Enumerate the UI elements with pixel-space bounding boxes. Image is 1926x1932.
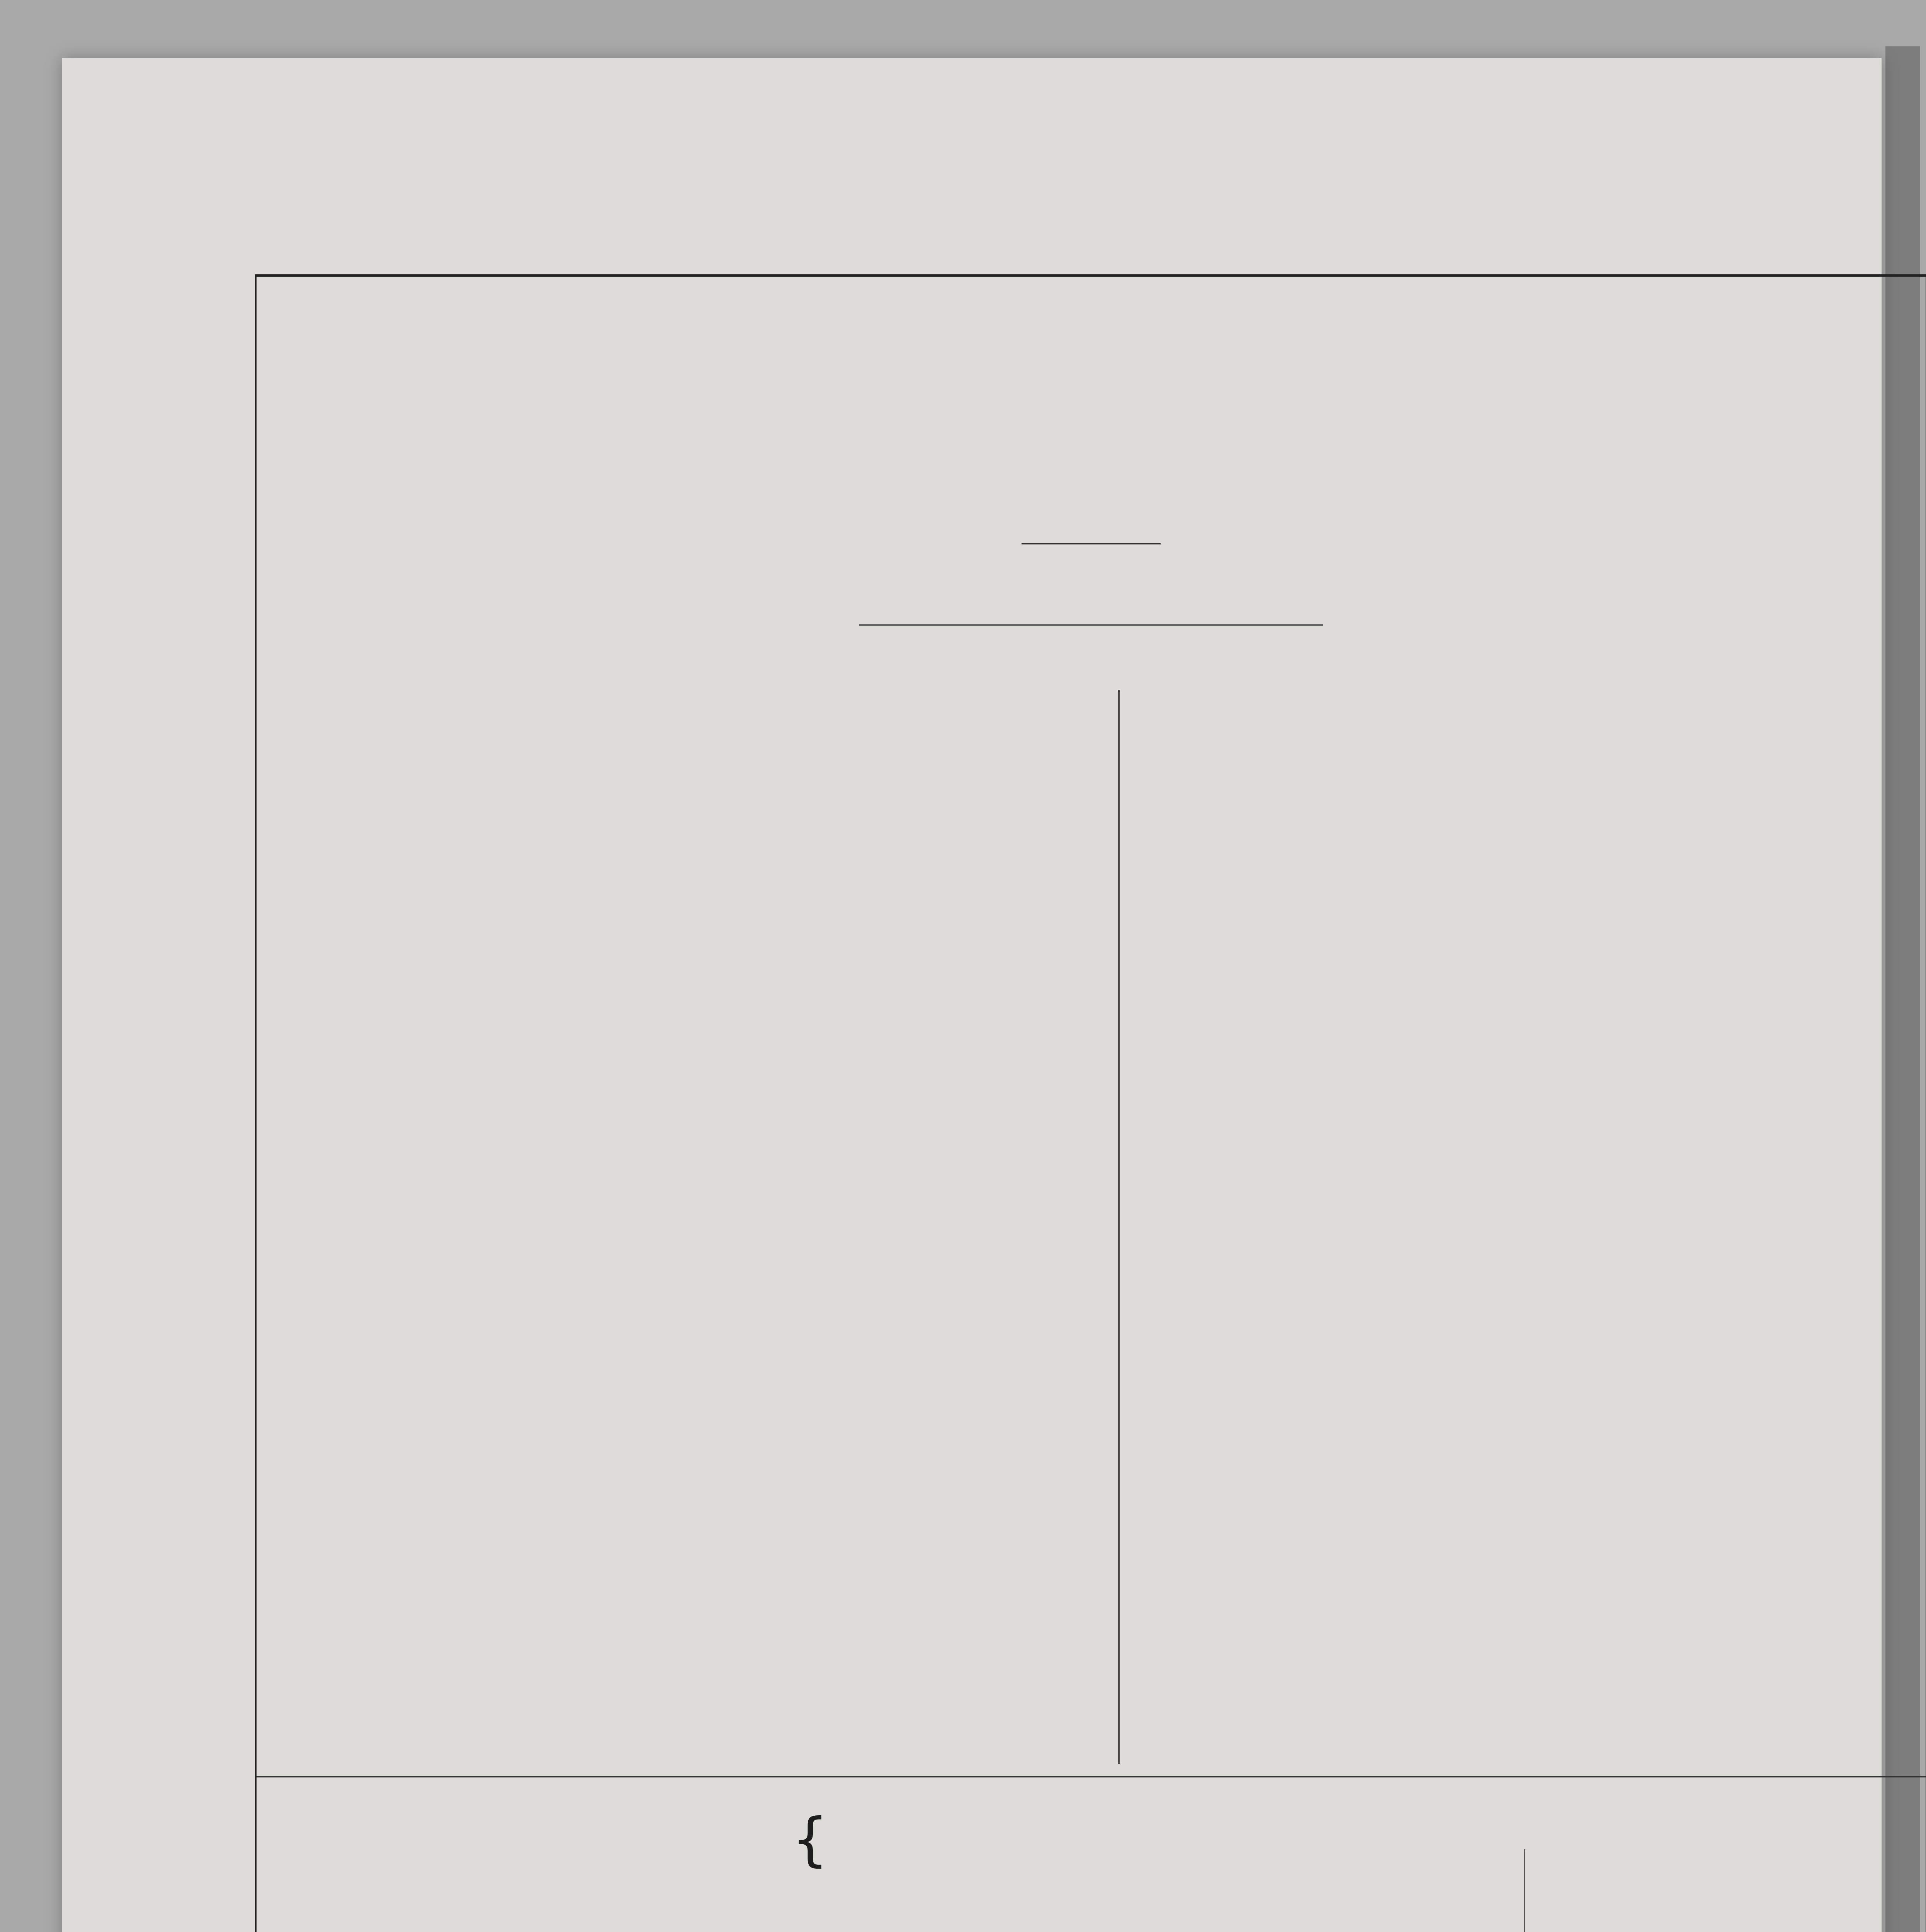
main-frame xyxy=(255,274,1926,1932)
newspaper-page xyxy=(62,58,1882,1932)
affaires-table xyxy=(1172,1900,1512,1913)
chambre-officers xyxy=(287,1915,1153,1927)
members-bottom-rule xyxy=(257,1776,1926,1777)
brace-glyph: { xyxy=(792,1806,829,1873)
notes-rule xyxy=(859,624,1323,626)
title-rule xyxy=(1022,543,1161,544)
tarifs-divider xyxy=(1524,1849,1525,1932)
column-divider xyxy=(1118,690,1120,1764)
page-header xyxy=(62,185,1882,216)
comptant-table xyxy=(1535,1888,1891,1911)
